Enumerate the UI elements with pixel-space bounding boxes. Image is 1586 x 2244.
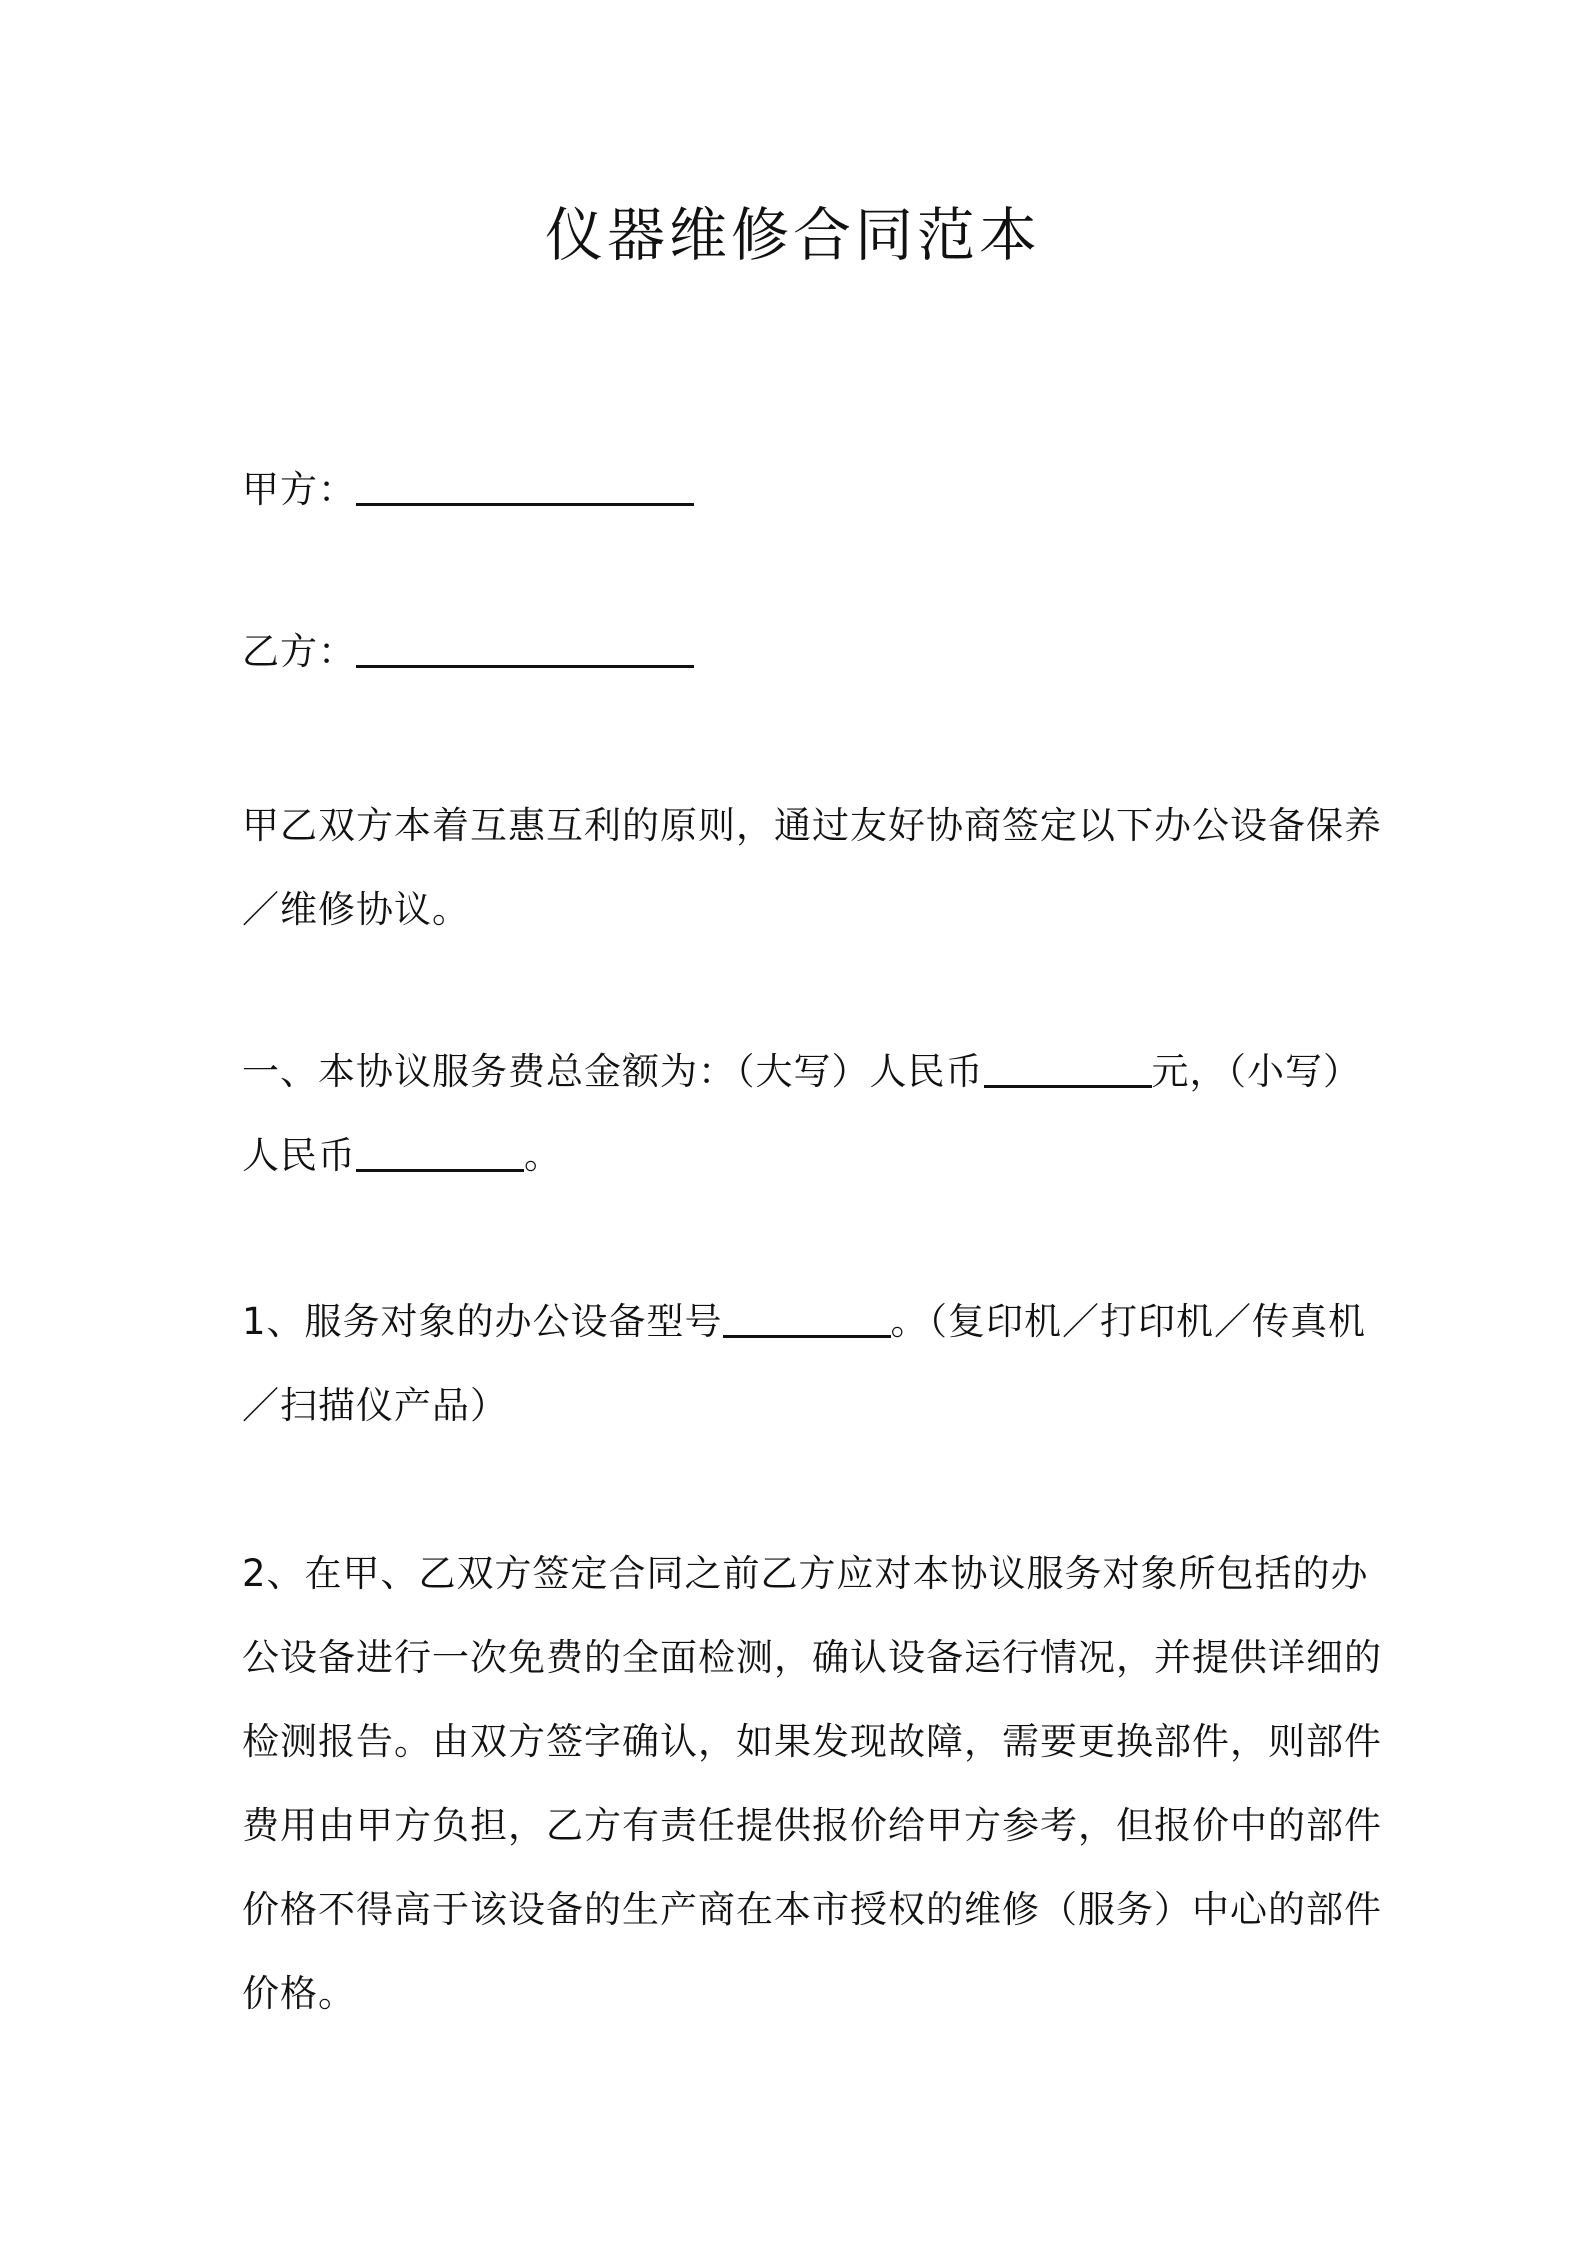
- document-title: 仪器维修合同范本: [544, 201, 1041, 269]
- item-2-paragraph: [242, 1532, 1382, 2036]
- intro-paragraph: [242, 784, 1382, 952]
- clause-1-text-b: 元，（小写）: [1151, 1050, 1361, 1093]
- intro-line-2: ／维修协议。: [242, 888, 470, 931]
- item-1-text-a: 、服务对象的办公设备型号: [266, 1300, 723, 1343]
- party-b-blank: [356, 631, 694, 668]
- item-1-text-b: 。（复印机／打印机／传真机: [890, 1300, 1367, 1343]
- clause-1-text-a: 一、本协议服务费总金额为：（大写）人民币: [242, 1050, 984, 1093]
- intro-line-1: 甲乙双方本着互惠互利的原则，通过友好协商签定以下办公设备保养: [242, 804, 1382, 847]
- clause-1-text-d: 。: [524, 1134, 562, 1177]
- party-a-blank: [356, 469, 694, 506]
- item-1-paragraph: [242, 1280, 1367, 1448]
- item-2-line-2: 公设备进行一次免费的全面检测，确认设备运行情况，并提供详细的: [242, 1636, 1382, 1679]
- party-b-label: 乙方：: [242, 630, 356, 673]
- party-a-field: [242, 448, 1362, 532]
- device-model-blank: [723, 1301, 891, 1338]
- item-1-number: 1: [242, 1300, 267, 1343]
- item-2-line-1: 、在甲、乙双方签定合同之前乙方应对本协议服务对象所包括的办: [266, 1552, 1369, 1595]
- party-b-field: [242, 610, 1362, 694]
- item-2-line-5: 价格不得高于该设备的生产商在本市授权的维修（服务）中心的部件: [242, 1888, 1382, 1931]
- party-a-label: 甲方：: [242, 468, 356, 511]
- item-2-number: 2: [242, 1552, 267, 1595]
- item-2-line-4: 费用由甲方负担，乙方有责任提供报价给甲方参考，但报价中的部件: [242, 1804, 1382, 1847]
- item-1-line-2: ／扫描仪产品）: [242, 1384, 508, 1427]
- fee-uppercase-blank: [984, 1051, 1152, 1088]
- item-2-line-3: 检测报告。由双方签字确认，如果发现故障，需要更换部件，则部件: [242, 1720, 1382, 1763]
- clause-1-text-c: 人民币: [242, 1134, 356, 1177]
- item-2-line-6: 价格。: [242, 1972, 356, 2015]
- clause-1-paragraph: [242, 1030, 1362, 1198]
- fee-lowercase-blank: [356, 1135, 524, 1172]
